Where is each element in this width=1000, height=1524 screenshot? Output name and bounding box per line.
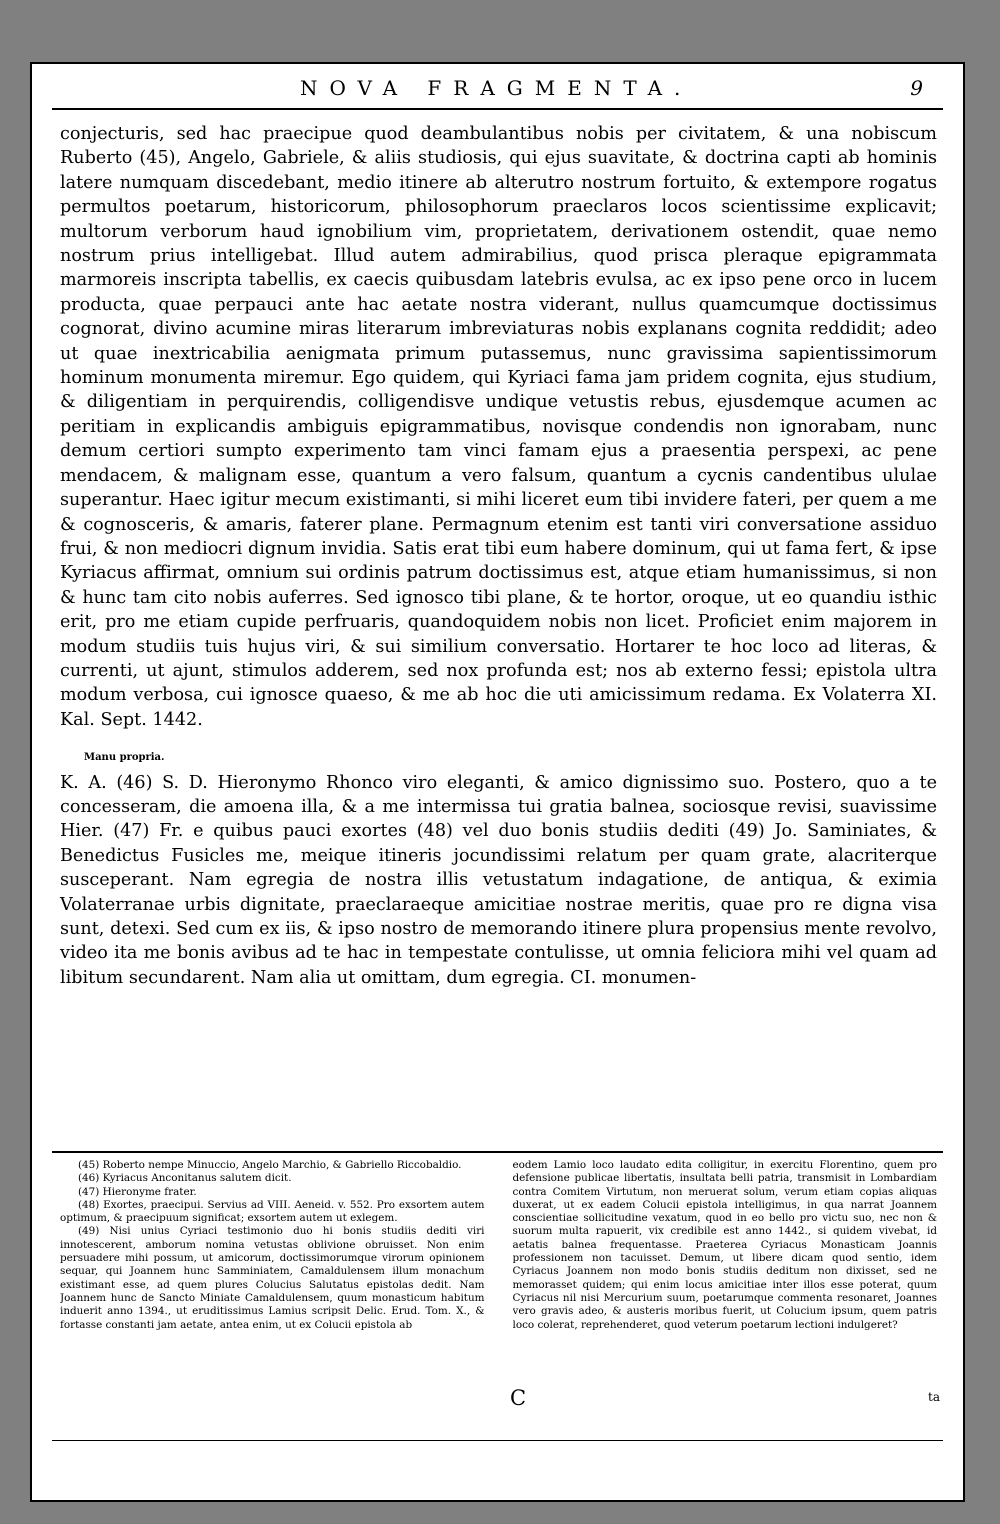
- footnote-47: (47) Hieronyme frater.: [78, 1185, 197, 1198]
- header-rule: [52, 108, 943, 110]
- footnote-49-continued: eodem Lamio loco laudato edita colligitur, in exercitu Florentino, quem pro defensione publicae libertatis, insultata belli patria, transmisit in Lombardiam contra Comitem Virtutum, non meruerat solum, verum etiam copias aliquas duxerat, ut ex eadem Colucii epistola intelligimus, in qua narrat Joannem conscientiae sollicitudine vexatum, quod in eo bello pro victu suo, nec non & suorum multa rapuerit, vix credibile est anno 1442., si quidem vivebat, id aetatis balnea frequentasse. Praeterea Cyriacus Monasticam Joannis professionem non tacuisset. Demum, ut libere dicam quod sentio, idem Cyriacus Joannem non modo bonis studiis deditum non dixisset, sed ne memorasset quidem; qui enim locus amicitiae inter illos esse poterat, quum Cyriacus nil nisi Mercurium suum, poetarumque commenta resonaret, Joannes vero gravis adeo, & austeris moribus fuerit, ut Colucium ipsum, quem patris loco colerat, reprehenderet, quod veterum poetarum lectioni indulgeret?: [512, 1159, 937, 1331]
- paragraph-2: K. A. (46) S. D. Hieronymo Rhonco viro eleganti, & amico dignissimo suo. Postero, quo a te concesseram, die amoena illa, & a me intermissa tui gratia balnea, sociosque revisi, suavissime Hier. (47) Fr. e quibus pauci exortes (48) vel duo bonis studiis dediti (49) Jo. Saminiates, & Benedictus Fusicles me, meique itineris jocundissimi relatum per quam grate, alacriterque susceperant. Nam egregia de nostra illis vetustatum indagatione, de antiqua, & eximia Volaterranae urbis dignitate, praeclaraeque amicitiae nostrae meritis, quae pro re digna visa sunt, detexi. Sed cum ex iis, & ipso nostro de memorando itinere plura propensius mente revolvo, video ita me bonis avibus ad te hac in tempestate contulisse, ut omnia feliciora mihi vel quam ad libitum secundarent. Nam alia ut omittam, dum egregia. CI. monumen-: [60, 772, 937, 988]
- signature-note: Manu propria.: [84, 752, 165, 764]
- footnote-rule: [52, 1151, 943, 1153]
- footnote-46: (46) Kyriacus Anconitanus salutem dicit.: [78, 1172, 292, 1185]
- page-number: 9: [910, 76, 923, 100]
- bottom-rule: [52, 1440, 943, 1441]
- footnote-49: (49) Nisi unius Cyriaci testimonio duo hi bonis studiis dediti viri innotescerent, amborum nomina vetustas oblivione obruisset. Non enim persuadere mihi possum, ut amicorum, doctissimorumque virorum opinionem sequar, qui Joannem hunc Samminiatem, Camaldulensem illum monachum existimant esse, ad quem plures Colucius Salutatus epistolas dedit. Nam Joannem hunc de Sancto Miniate Camaldulensem, quum monasticum habitum induerit anno 1394., ut eruditissimus Lamius scripsit Delic. Erud. Tom. X., & fortasse constanti jam aetate, antea enim, ut ex Colucii epistola ab: [60, 1225, 485, 1331]
- page-header: [32, 76, 963, 106]
- footnote-45: (45) Roberto nempe Minuccio, Angelo Marchio, & Gabriello Riccobaldio.: [78, 1159, 462, 1171]
- catchword: ta: [928, 1390, 940, 1404]
- running-title: NOVA FRAGMENTA.: [300, 76, 693, 100]
- paragraph-1: conjecturis, sed hac praecipue quod deambulantibus nobis per civitatem, & una nobiscum Ruberto (45), Angelo, Gabriele, & aliis studiosis, qui ejus suavitate, & doctrina capti ab hominis latere numquam discedebant, medio itinere ab alterutro nostrum fortuito, & extempore rogatus permultos poetarum, historicorum, philosophorum praeclaros locos scientissime explicavit; multorum verborum haud ignobilium vim, proprietatem, derivationem ostendit, quae nemo nostrum prius intelligebat. Illud autem admirabilius, quod prisca pleraque epigrammata marmoreis inscripta tabellis, ex caecis quibusdam latebris evulsa, ac ex ipso pene orco in lucem producta, quae perpauci ante hac aetate nostra viderant, nullus quamcumque doctissimus cognorat, divino acumine miras literarum imbreviaturas nobis explanans cognita reddidit; adeo ut quae inextricabilia aenigmata primum putassemus, nunc gravissima sapientissimorum hominum monumenta miremur. Ego quidem, qui Kyriaci fama jam pridem cognita, ejus studium, & diligentiam in perquirendis, colligendisve undique vetustis rebus, ejusdemque acumen ac peritiam in explicandis ambiguis epigrammatibus, novisque condendis non ignorabam, nunc demum certiori sumpto experimento tam vinci famam ejus a praesentia perspexi, ac pene mendacem, & malignam esse, quantum a vero falsum, quantum a cycnis candentibus ululae superantur. Haec igitur mecum existimanti, si mihi liceret eum tibi invidere fateri, per quem a me & cognosceris, & amaris, faterer plane. Permagnum etenim est tanti viri conversatione assiduo frui, & non mediocri dignum invidia. Satis erat tibi eum habere dominum, qui ut fama fert, & ipse Kyriacus affirmat, omnium sui ordinis patrum doctissimus est, atque etiam humanissimus, si non & hunc tam cito nobis auferres. Sed ignosco tibi plane, & te hortor, oroque, ut eo quandiu isthic erit, pro me etiam cupide perfruaris, quandoquidem nobis non licet. Proficiet enim majorem in modum studiis tuis hujus viri, & sui similium conversatio. Hortarer te hoc loco ad literas, & currenti, ut ajunt, stimulos adderem, sed nox profunda est; nos ab externo fessi; epistola ultra modum verbosa, cui ignosce quaeso, & me ab hoc die uti amicissimum redama. Ex Volaterra XI. Kal. Sept. 1442.: [60, 124, 937, 730]
- footnotes-right-column: [513, 1159, 938, 1429]
- main-text: [60, 122, 937, 990]
- book-page: [30, 62, 965, 1502]
- footnote-48: (48) Exortes, praecipui. Servius ad VIII. Aeneid. v. 552. Pro exsortem autem optimum, & praecipuum significat; exsortem autem ut exlegem.: [60, 1198, 485, 1225]
- footnotes: [60, 1159, 937, 1429]
- footnotes-left-column: [60, 1159, 485, 1429]
- signature-mark: C: [510, 1386, 527, 1410]
